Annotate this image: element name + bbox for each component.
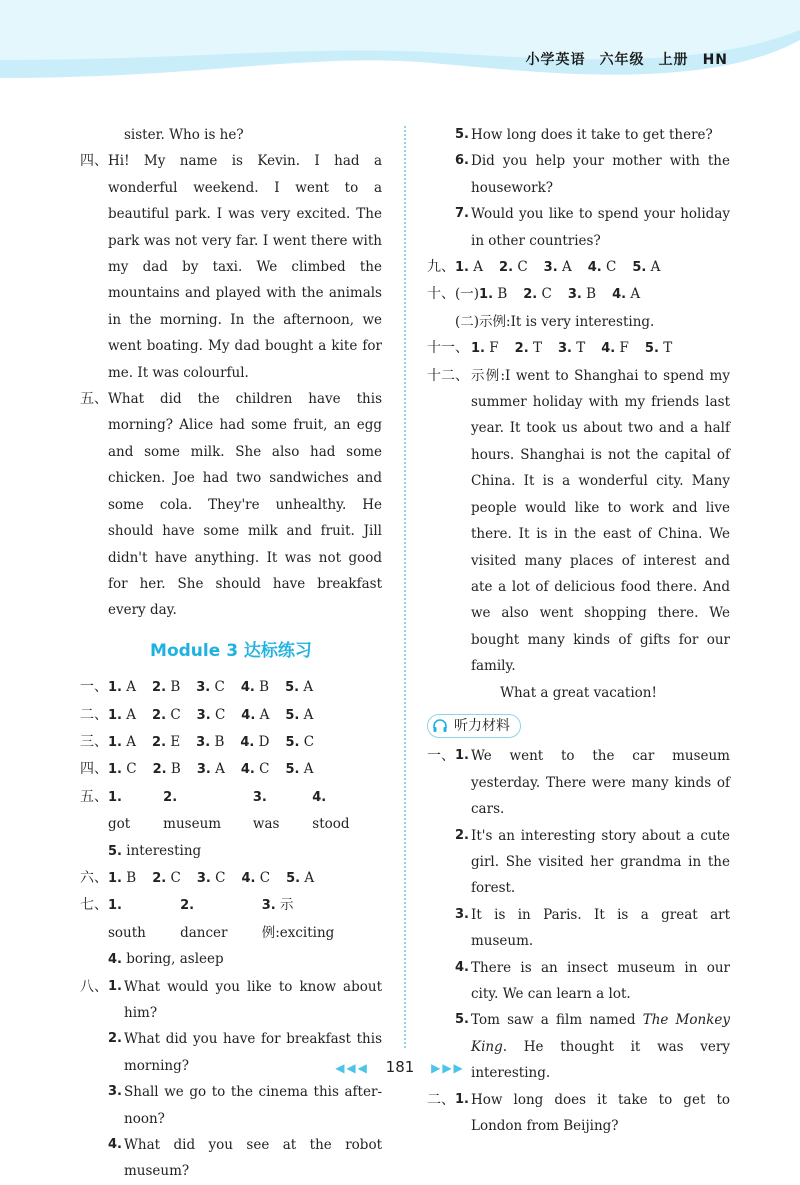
answer-item: 2. B <box>152 679 181 696</box>
answer-item: 2. C <box>499 259 528 276</box>
answer-item: 1. B <box>108 869 137 886</box>
answer-item: 5. Tom saw a film named The Monkey King. He thought it was very interesting. <box>455 1012 730 1082</box>
answer-item: 1. C <box>108 761 137 778</box>
question-number: 四、 <box>80 761 108 778</box>
answer-item: 3. It is in Paris. It is a great art museum. <box>455 906 730 950</box>
answer-text: 示例:I went to Shanghai to spend my summer holiday with my friends last year. It took us about two and a half hours. Shanghai is not the capital of China. It is a wonderful city. Many people would like to work and live there. It is in the east of China. We visited many places of interest and ate a lot of delicious food there. And we also went shopping there. We bought many kinds of gifts for our family. <box>471 367 730 675</box>
page-footer <box>0 1058 800 1076</box>
header-grade: 六年级 <box>599 52 645 68</box>
question-number: 二、 <box>80 706 108 723</box>
right-column <box>427 122 730 1139</box>
answer-item: 5. T <box>644 340 673 357</box>
answer-item: 3. A <box>196 761 225 778</box>
answer-item: 3. B <box>196 733 225 750</box>
question-number: 七、 <box>80 897 108 914</box>
question-number: 十一、 <box>427 340 469 357</box>
answer-item: 2. What did you have for breakfast this morning? <box>108 1031 382 1074</box>
answer-item: 2. It's an interesting story about a cute girl. She visited her grandma in the forest. <box>455 827 730 897</box>
answer-item: 4. What did you see at the robot museum? <box>108 1137 382 1180</box>
answer-item: 4. C <box>240 761 270 778</box>
answer-item: 2. E <box>152 733 181 750</box>
answer-item: 5. A <box>632 259 661 276</box>
answer-item: 4. boring, asleep <box>108 951 224 968</box>
answer-item: 4. D <box>240 733 270 750</box>
answer-row-m10 <box>427 281 730 308</box>
answer-item: 5. C <box>285 733 315 750</box>
answer-item: 2. C <box>523 286 552 303</box>
listening-q1 <box>427 743 730 1086</box>
answer-text: What did the children have this morning? Alice had some fruit, an egg and some milk. She also had some chicken. Joe had two sandwiches and some cola. They're unhealthy. He should have some milk and fruit. Jill didn't have anything. It was not good for her. She should have breakfast every day. <box>108 391 382 619</box>
answer-row-m2 <box>80 702 382 729</box>
module-title: Module 3 达标练习 <box>150 640 312 661</box>
question-number: 十二、 <box>427 367 469 384</box>
right-arrows-icon: ▶▶▶ <box>431 1061 465 1075</box>
answer-q12 <box>427 363 730 680</box>
answer-item: 5. A <box>286 869 315 886</box>
answer-item: 1. south <box>108 898 146 941</box>
answer-item: 4. F <box>601 340 629 357</box>
answer-item: 4. C <box>241 869 271 886</box>
answer-row-m3 <box>80 729 382 756</box>
answer-item: (二)示例:It is very interesting. <box>455 313 655 330</box>
answer-item: 5. A <box>285 761 314 778</box>
answer-item: 3. A <box>543 259 572 276</box>
answer-item: 4. C <box>587 259 617 276</box>
answer-row-m9 <box>427 254 730 281</box>
answer-item: 1. A <box>108 733 137 750</box>
answer-row-m4 <box>80 756 382 783</box>
badge-label: 听力材料 <box>454 717 510 734</box>
answer-item: 1. A <box>108 706 137 723</box>
answer-item: 2. museum <box>163 789 222 833</box>
left-arrows-icon: ◀◀◀ <box>335 1061 369 1075</box>
answer-item: 3. 示例:exciting <box>261 897 335 941</box>
answer-q5 <box>80 386 382 624</box>
answer-item: 1. A <box>108 679 137 696</box>
question-number: 一、 <box>80 679 108 696</box>
header-edition: HN <box>702 52 728 68</box>
question-number: 五、 <box>80 391 108 408</box>
answer-item: 3. C <box>196 679 225 696</box>
answer-item: 7. Would you like to spend your holiday in other countries? <box>455 206 730 249</box>
answer-item: 2. C <box>152 869 181 886</box>
answer-item: 1. How long does it take to get to London from Beijing? <box>455 1091 730 1135</box>
answer-item: 4. stood <box>312 789 350 833</box>
continued-text: sister. Who is he? <box>124 127 244 143</box>
question-number: 二、 <box>427 1091 455 1108</box>
question-number: 五、 <box>80 788 108 805</box>
answer-row-m7 <box>80 892 382 946</box>
part-label: (一) <box>455 286 480 303</box>
answer-row-m6 <box>80 865 382 892</box>
answer-item: 2. C <box>152 706 181 723</box>
answer-item: 5. How long does it take to get there? <box>455 127 713 143</box>
question-number: 九、 <box>427 259 455 276</box>
question-number: 八、 <box>80 978 108 995</box>
answer-item: 3. was <box>252 789 280 833</box>
answer-item: 3. C <box>196 869 226 886</box>
column-divider <box>404 126 406 1048</box>
answer-item: 4. There is an insect museum in our city. We can learn a lot. <box>455 959 730 1002</box>
answer-item: 1. B <box>479 286 508 303</box>
answer-item: 1. F <box>471 340 499 357</box>
answer-row-m1 <box>80 674 382 701</box>
header-info <box>512 49 728 69</box>
answer-item: 2. B <box>152 761 181 778</box>
left-column <box>80 122 382 1185</box>
answer-item: 3. T <box>557 340 586 357</box>
header-volume: 上册 <box>658 52 689 68</box>
listening-q2 <box>427 1087 730 1140</box>
answer-item: 3. B <box>567 286 597 303</box>
answer-item: 5. A <box>285 706 314 723</box>
question-number: 四、 <box>80 153 108 170</box>
answer-text: Hi! My name is Kevin. I had a wonderful weekend. I went to a beautiful park. I was very excited. The park was not very far. I went there with my dad by taxi. We climbed the mountains and played with the animals in the morning. In the afternoon, we went boating. My dad bought a kite for me. It was colourful. <box>108 153 382 381</box>
answer-row-m11 <box>427 335 730 362</box>
answer-item: 5. interesting <box>108 842 202 859</box>
page-number: 181 <box>385 1058 415 1076</box>
answer-item: 1. A <box>455 259 484 276</box>
answer-item: 3. Shall we go to the cinema this afternoon? <box>108 1084 382 1127</box>
answer-item: 4. A <box>241 706 270 723</box>
answer-item: 6. Did you help your mother with the housework? <box>455 153 730 196</box>
answer-item: 4. A <box>612 286 641 303</box>
answer-item: 1. What would you like to know about him? <box>108 978 382 1021</box>
question-number: 六、 <box>80 869 108 886</box>
answer-item: 1. got <box>108 789 131 833</box>
answer-item: 1. We went to the car museum yesterday. There were many kinds of cars. <box>455 748 730 818</box>
question-number: 三、 <box>80 733 108 750</box>
listening-material-badge <box>427 714 521 738</box>
answer-item: 4. B <box>240 679 270 696</box>
answer-item: 5. A <box>285 679 314 696</box>
answer-item: 3. C <box>196 706 226 723</box>
answer-item: 2. T <box>514 340 542 357</box>
closing-line: What a great vacation! <box>500 684 657 701</box>
header-wave-banner <box>0 0 800 95</box>
answer-row-m5 <box>80 784 382 838</box>
question-number: 一、 <box>427 748 455 765</box>
header-subject: 小学英语 <box>525 52 586 68</box>
answer-q4 <box>80 148 382 386</box>
headphones-icon <box>432 718 448 734</box>
question-number: 十、 <box>427 286 455 303</box>
answer-row-m8 <box>80 974 382 1185</box>
answer-item: 2. dancer <box>180 898 228 941</box>
